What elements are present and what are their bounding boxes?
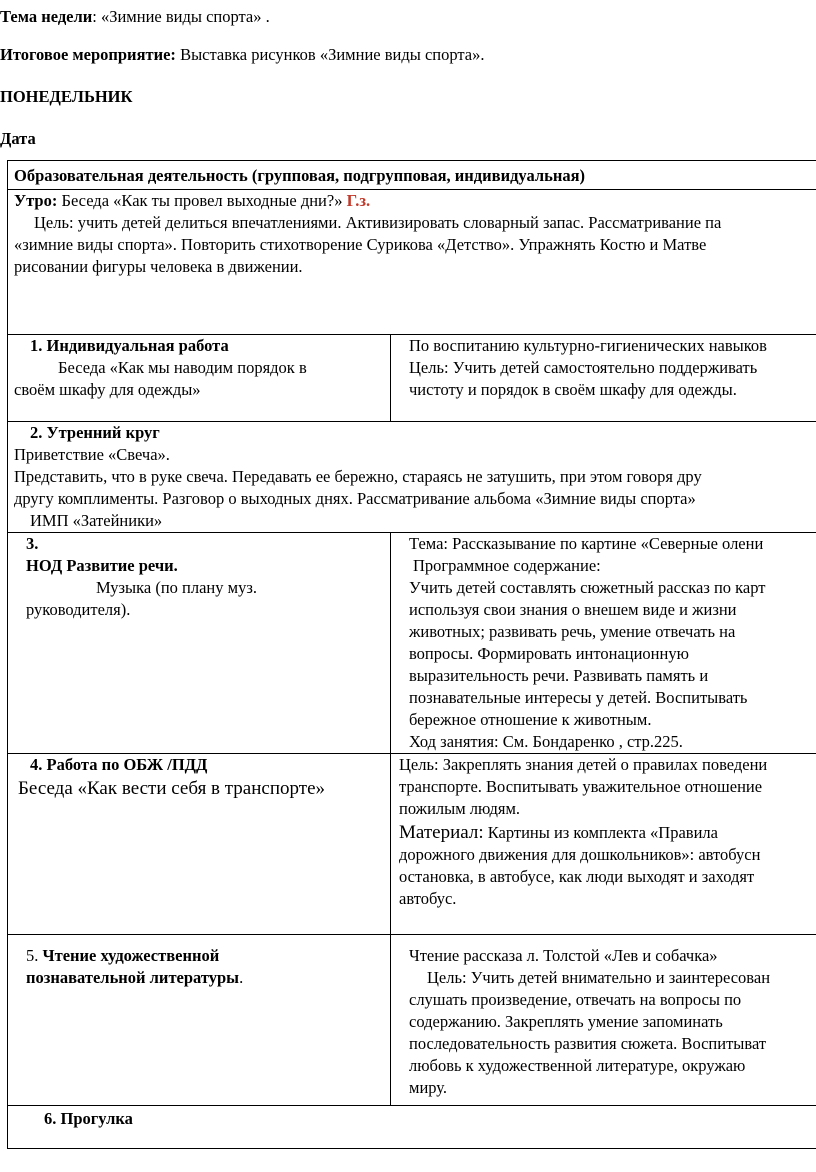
safety-right — [391, 754, 816, 935]
individual-work-goal: Цель: Учить детей самостоятельно поддерживать — [409, 358, 758, 377]
safety-left — [8, 754, 391, 935]
morning-goal-line: «зимние виды спорта». Повторить стихотворение Сурикова «Детство». Упражнять Костю и Матве — [14, 235, 707, 254]
reading-goal: Цель: Учить детей внимательно и заинтересован — [427, 968, 771, 987]
speech-program-label: Программное содержание: — [413, 556, 601, 575]
reading-title — [14, 945, 390, 967]
safety-material-text: остановка, в автобусе, как люди выходят и заходят — [399, 867, 755, 886]
safety-goal: Цель: Закреплять знания детей о правилах поведени — [399, 755, 768, 774]
reading-title-a: Чтение художественной — [42, 946, 220, 965]
individual-work-row — [8, 335, 816, 422]
walk-cell — [8, 1106, 816, 1149]
morning-circle-text: ИМП «Затейники» — [30, 511, 163, 530]
reading-row — [8, 935, 816, 1106]
speech-development-row — [8, 533, 816, 754]
safety-goal: пожилым людям. — [399, 799, 521, 818]
individual-work-text: своём шкафу для одежды» — [14, 380, 201, 399]
reading-title-line2 — [14, 967, 390, 989]
reading-right — [391, 935, 816, 1106]
morning-circle-row — [8, 422, 816, 533]
table-title: Образовательная деятельность (групповая, подгрупповая, индивидуальная) — [14, 166, 586, 185]
reading-left — [8, 935, 391, 1106]
date-label: Дата — [0, 129, 36, 148]
reading-title-b: познавательной литературы — [26, 968, 240, 987]
final-event-value: Выставка рисунков «Зимние виды спорта». — [175, 45, 485, 64]
table-title-cell — [8, 161, 816, 190]
morning-label: Утро: — [14, 191, 58, 210]
safety-material-text: автобус. — [399, 889, 457, 908]
morning-circle-text: Представить, что в руке свеча. Передавать ее бережно, стараясь не затушить, при этом говоря дру — [14, 467, 702, 486]
speech-program-text: животных; развивать речь, умение отвечать на — [409, 622, 736, 641]
morning-circle-text: другу комплименты. Разговор о выходных днях. Рассматривание альбома «Зимние виды спорта» — [14, 489, 696, 508]
individual-work-text: Беседа «Как мы наводим порядок в — [58, 358, 307, 377]
reading-goal: слушать произведение, отвечать на вопросы по — [409, 990, 742, 1009]
speech-program-text: познавательные интересы у детей. Воспитывать — [409, 688, 748, 707]
music-note: Музыка (по плану муз. — [96, 578, 257, 597]
speech-program-text: используя свои знания о внешем виде и жизни — [409, 600, 737, 619]
week-theme-value: : «Зимние виды спорта» . — [92, 7, 270, 26]
speech-development-right — [391, 533, 816, 754]
speech-program-text: выразительность речи. Развивать память и — [409, 666, 709, 685]
safety-conversation: Беседа «Как вести себя в транспорте» — [18, 778, 325, 799]
speech-program-text: Учить детей составлять сюжетный рассказ по карт — [409, 578, 766, 597]
week-theme — [0, 6, 270, 28]
activity-table — [7, 160, 816, 1149]
morning-circle-cell — [8, 422, 816, 533]
final-event-label: Итоговое мероприятие: — [0, 45, 176, 64]
speech-number: 3. — [26, 534, 39, 553]
final-event — [0, 44, 485, 66]
safety-goal: транспорте. Воспитывать уважительное отношение — [399, 777, 763, 796]
safety-material-text: дорожного движения для дошкольников»: автобусн — [399, 845, 761, 864]
reading-story: Чтение рассказа л. Толстой «Лев и собачка» — [409, 946, 718, 965]
morning-goal-line: рисовании фигуры человека в движении. — [14, 257, 303, 276]
reading-goal: последовательность развития сюжета. Воспитыват — [409, 1034, 767, 1053]
speech-title: НОД Развитие речи. — [26, 556, 178, 575]
safety-material-text: Картины из комплекта «Правила — [483, 823, 718, 842]
speech-development-left — [8, 533, 391, 754]
individual-work-goal: чистоту и порядок в своём шкафу для одежды. — [409, 380, 737, 399]
morning-text: Беседа «Как ты провел выходные дни?» — [57, 191, 347, 210]
reading-number: 5. — [26, 946, 43, 965]
safety-material-label: Материал: — [399, 822, 484, 843]
speech-lesson-ref: Ход занятия: См. Бондаренко , стр.225. — [409, 732, 683, 751]
individual-work-title: 1. Индивидуальная работа — [30, 336, 229, 355]
individual-work-left — [8, 335, 391, 422]
reading-goal: миру. — [409, 1078, 448, 1097]
speech-theme: Тема: Рассказывание по картине «Северные олени — [409, 534, 764, 553]
reading-goal: любовь к художественной литературе, окружаю — [409, 1056, 746, 1075]
walk-title: 6. Прогулка — [44, 1109, 133, 1128]
music-note: руководителя). — [26, 600, 131, 619]
morning-tag: Г.з. — [346, 191, 371, 210]
table-title-row — [8, 161, 816, 190]
speech-program-text: бережное отношение к животным. — [409, 710, 652, 729]
safety-row — [8, 754, 816, 935]
walk-row — [8, 1106, 816, 1149]
day-heading: ПОНЕДЕЛЬНИК — [0, 87, 133, 106]
safety-material-line — [399, 822, 816, 844]
morning-circle-text: Приветствие «Свеча». — [14, 445, 170, 464]
individual-work-right — [391, 335, 816, 422]
speech-program-text: вопросы. Формировать интонационную — [409, 644, 689, 663]
morning-circle-title: 2. Утренний круг — [30, 423, 160, 442]
morning-row — [8, 190, 816, 335]
reading-title-dot: . — [239, 968, 244, 987]
reading-goal: содержанию. Закреплять умение запоминать — [409, 1012, 723, 1031]
morning-cell — [8, 190, 816, 335]
morning-goal-line: Цель: учить детей делиться впечатлениями. Активизировать словарный запас. Рассматривание па — [34, 213, 722, 232]
individual-work-goal: По воспитанию культурно-гигиенических навыков — [409, 336, 767, 355]
safety-title: 4. Работа по ОБЖ /ПДД — [30, 755, 208, 774]
morning-line — [14, 190, 816, 212]
week-theme-label: Тема недели — [0, 7, 93, 26]
